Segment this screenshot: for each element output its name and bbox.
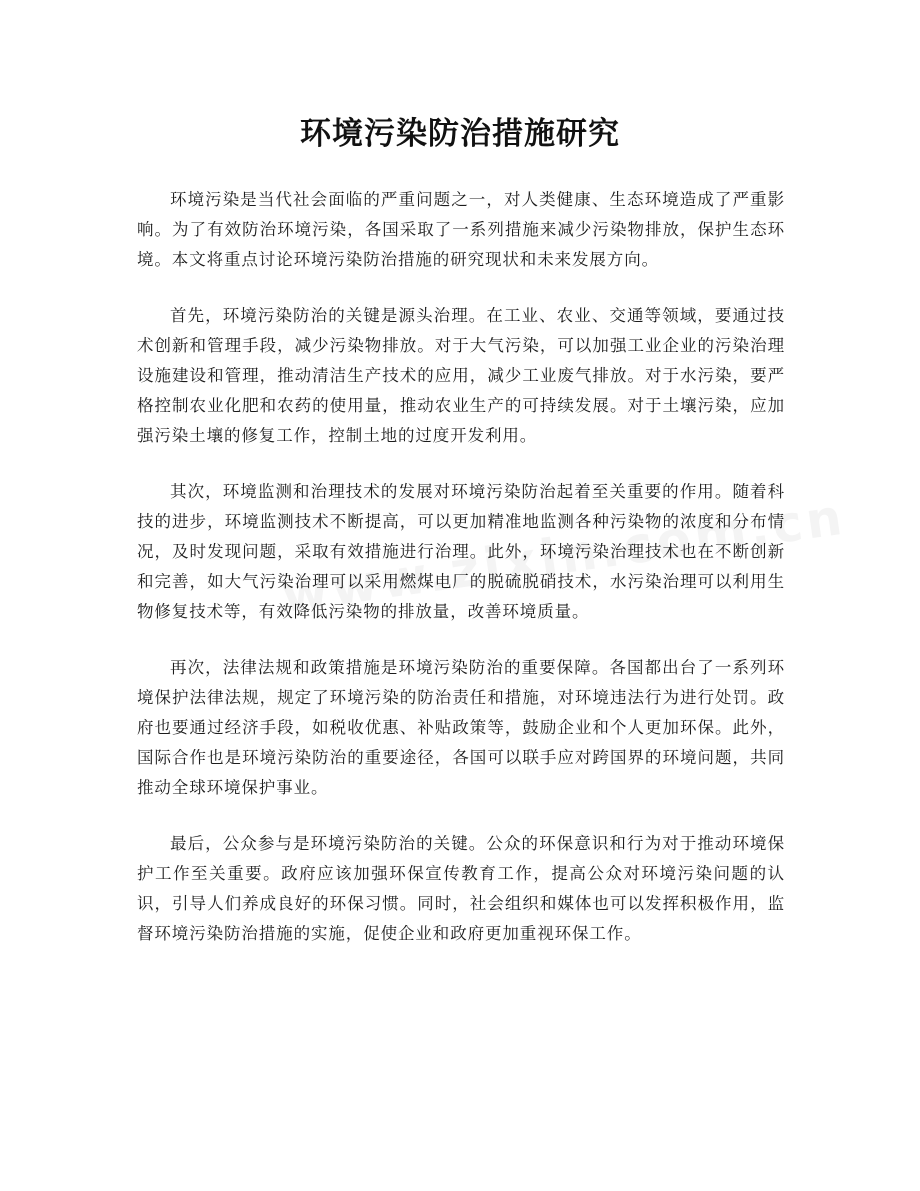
paragraph-laws-policies: 再次，法律法规和政策措施是环境污染防治的重要保障。各国都出台了一系列环境保护法律法规，规定了环境污染的防治责任和措施，对环境违法行为进行处罚。政府也要通过经济手段，如税收优惠、补贴政策等，鼓励企业和个人更加环保。此外，国际合作也是环境污染防治的重要途径，各国可以联手应对跨国界的环境问题，共同推动全球环境保护事业。 (137, 658, 785, 797)
paragraph-public-participation: 最后，公众参与是环境污染防治的关键。公众的环保意识和行为对于推动环境保护工作至关重要。政府应该加强环保宣传教育工作，提高公众对环境污染问题的认识，引导人们养成良好的环保习惯。同时，社会组织和媒体也可以发挥积极作用，监督环境污染防治措施的实施，促使企业和政府更加重视环保工作。 (137, 834, 785, 943)
paragraph-source-control: 首先，环境污染防治的关键是源头治理。在工业、农业、交通等领域，要通过技术创新和管理手段，减少污染物排放。对于大气污染，可以加强工业企业的污染治理设施建设和管理，推动清洁生产技术的应用，减少工业废气排放。对于水污染，要严格控制农业化肥和农药的使用量，推动农业生产的可持续发展。对于土壤污染，应加强污染土壤的修复工作，控制土地的过度开发利用。 (137, 306, 785, 445)
document-body (137, 185, 785, 975)
document-title: 环境污染防治措施研究 (300, 116, 620, 152)
paragraph-monitoring-technology: 其次，环境监测和治理技术的发展对环境污染防治起着至关重要的作用。随着科技的进步，环境监测技术不断提高，可以更加精准地监测各种污染物的浓度和分布情况，及时发现问题，采取有效措施进行治理。此外，环境污染治理技术也在不断创新和完善，如大气污染治理可以采用燃煤电厂的脱硫脱硝技术，水污染治理可以利用生物修复技术等，有效降低污染物的排放量，改善环境质量。 (137, 482, 785, 621)
paragraph-intro: 环境污染是当代社会面临的严重问题之一，对人类健康、生态环境造成了严重影响。为了有效防治环境污染，各国采取了一系列措施来减少污染物排放，保护生态环境。本文将重点讨论环境污染防治措施的研究现状和未来发展方向。 (137, 190, 785, 269)
